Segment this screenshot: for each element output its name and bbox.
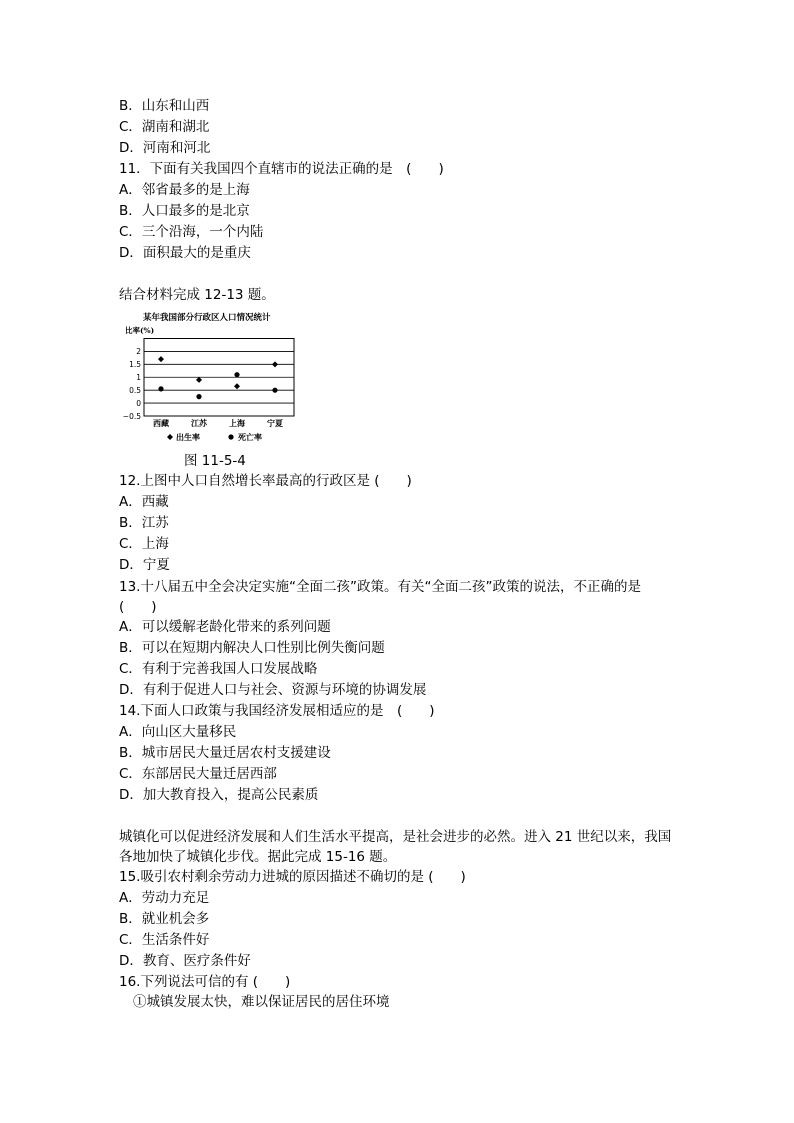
chart-title: 某年我国部分行政区人口情况统计: [143, 313, 271, 323]
q11-option-d: D．面积最大的是重庆: [119, 245, 251, 261]
q14-option-d: D．加大教育投入，提高公民素质: [119, 787, 319, 803]
y-tick-label: 2: [136, 347, 141, 357]
q11-stem: 11．下面有关我国四个直辖市的说法正确的是 ( ): [119, 161, 444, 177]
q12-option-c: C．上海: [119, 536, 169, 552]
legend-diamond-marker: [167, 434, 173, 440]
q13-option-c: C．有利于完善我国人口发展战略: [119, 661, 318, 677]
x-category-label: 西藏: [153, 418, 169, 428]
q15-option-a: A．劳动力充足: [119, 890, 210, 906]
q14-option-b: B．城市居民大量迁居农村支援建设: [119, 745, 331, 761]
q10-option-c: C．湖南和湖北: [119, 119, 210, 135]
intro-15-16: 城镇化可以促进经济发展和人们生活水平提高，是社会进步的必然。进入 21 世纪以来，我国各地加快了城镇化步伐。据此完成 15-16 题。: [119, 829, 672, 865]
intro-12-13: 结合材料完成 12-13 题。: [119, 287, 275, 303]
death-rate-point: [158, 386, 163, 391]
y-tick-label: 1: [136, 373, 141, 383]
q12-option-d: D．宁夏: [119, 557, 170, 573]
q12-option-a: A．西藏: [119, 494, 169, 510]
birth-rate-point: [196, 377, 202, 383]
y-tick-label: 1.5: [129, 360, 141, 370]
q15-option-b: B．就业机会多: [119, 911, 210, 927]
x-category-label: 江苏: [191, 418, 207, 428]
x-category-label: 宁夏: [267, 418, 283, 428]
figure-caption: 图 11-5-4: [184, 453, 246, 469]
q13-option-a: A．可以缓解老龄化带来的系列问题: [119, 619, 331, 635]
chart-legend: [167, 432, 262, 442]
x-category-label: 上海: [229, 418, 245, 428]
q10-option-d: D．河南和河北: [119, 140, 211, 156]
q14-option-a: A．向山区大量移民: [119, 724, 237, 740]
legend-circle-marker: [228, 434, 233, 439]
q15-option-d: D．教育、医疗条件好: [119, 953, 251, 969]
legend-death-rate: 死亡率: [238, 432, 262, 442]
death-rate-point: [272, 388, 277, 393]
q13-option-b: B．可以在短期内解决人口性别比例失衡问题: [119, 640, 385, 656]
birth-rate-point: [272, 361, 278, 367]
q11-option-b: B．人口最多的是北京: [119, 203, 250, 219]
birth-rate-point: [158, 356, 164, 362]
q10-option-b: B．山东和山西: [119, 98, 210, 114]
death-rate-point: [234, 372, 239, 377]
chart-plot-area: [123, 339, 294, 429]
q11-option-a: A．邻省最多的是上海: [119, 182, 250, 198]
q14-option-c: C．东部居民大量迁居西部: [119, 766, 277, 782]
q13-option-d: D．有利于促进人口与社会、资源与环境的协调发展: [119, 682, 427, 698]
q15-option-c: C．生活条件好: [119, 932, 210, 948]
chart-ylabel: 比率(%): [125, 326, 155, 335]
y-tick-label: 0: [136, 398, 141, 408]
q15-stem: 15.吸引农村剩余劳动力进城的原因描述不确切的是 ( ): [119, 869, 466, 885]
q16-stem: 16.下列说法可信的有 ( ): [119, 974, 291, 990]
death-rate-point: [196, 394, 201, 399]
q12-stem: 12.上图中人口自然增长率最高的行政区是 ( ): [119, 473, 412, 489]
legend-birth-rate: 出生率: [176, 432, 200, 442]
q11-option-c: C．三个沿海，一个内陆: [119, 224, 264, 240]
q12-option-b: B．江苏: [119, 515, 169, 531]
q16-item-1: ①城镇发展太快，难以保证居民的居住环境: [133, 994, 390, 1010]
q13-stem: 13.十八届五中全会决定实施“全面二孩”政策。有关“全面二孩”政策的说法，不正确的是 ( ): [119, 579, 641, 615]
q14-stem: 14.下面人口政策与我国经济发展相适应的是 ( ): [119, 703, 435, 719]
y-tick-label: 0.5: [129, 385, 141, 395]
birth-rate-point: [234, 383, 240, 389]
y-tick-label: −0.5: [122, 411, 141, 421]
population-chart: [119, 311, 304, 447]
